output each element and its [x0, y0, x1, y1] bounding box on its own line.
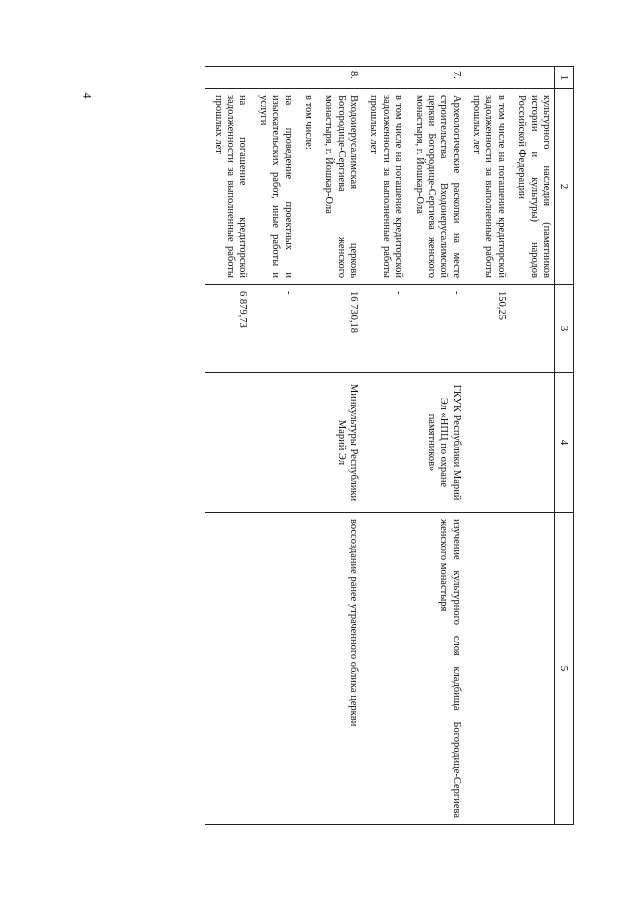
table-row: [316, 67, 361, 825]
row-amount: 6 879,73: [205, 285, 250, 373]
row-amount: -: [361, 285, 406, 373]
row-number: [509, 67, 555, 89]
table-row: [251, 67, 296, 825]
row-note: [205, 513, 250, 825]
table-row: [361, 67, 406, 825]
row-number: 7.: [406, 67, 464, 89]
row-amount: [296, 285, 316, 373]
header-cell-1: 1: [555, 67, 574, 89]
row-amount: 16 730,18: [316, 285, 361, 373]
row-number: 8.: [316, 67, 361, 89]
table-frame: [112, 66, 574, 824]
row-description: в том числе:: [296, 89, 316, 285]
row-organization: ГКУК Республики Марий Эл «НПЦ по охране памятников»: [406, 373, 464, 513]
row-description: в том числе на погашение кредиторской задолженности за выполненные работы прошлых лет: [361, 89, 406, 285]
document-table: [205, 66, 574, 825]
row-note: [361, 513, 406, 825]
row-note: [251, 513, 296, 825]
row-organization: [251, 373, 296, 513]
row-note: [509, 513, 555, 825]
row-note: [464, 513, 509, 825]
row-organization: Минкультуры Республики Марий Эл: [316, 373, 361, 513]
row-organization: [361, 373, 406, 513]
row-description: на погашение кредиторской задолженности за выполненные работы прошлых лет: [205, 89, 250, 285]
row-organization: [509, 373, 555, 513]
header-cell-2: 2: [555, 89, 574, 285]
row-description: на проведение проектных и изыскательских работ, иные работы и услуги: [251, 89, 296, 285]
header-cell-5: 5: [555, 513, 574, 825]
row-description: культурного наследия (памятников истории и культуры) народов Российской Федерации: [509, 89, 555, 285]
row-note: [296, 513, 316, 825]
row-organization: [205, 373, 250, 513]
row-description: в том числе на погашение кредиторской задолженности за выполненные работы прошлых лет: [464, 89, 509, 285]
table-row: [296, 67, 316, 825]
row-number: [251, 67, 296, 89]
row-number: [464, 67, 509, 89]
row-amount: -: [406, 285, 464, 373]
table-row: [406, 67, 464, 825]
row-number: [205, 67, 250, 89]
row-amount: 150,25: [464, 285, 509, 373]
table-row: [509, 67, 555, 825]
row-organization: [296, 373, 316, 513]
row-amount: -: [251, 285, 296, 373]
page-number: 4: [80, 92, 95, 99]
header-cell-4: 4: [555, 373, 574, 513]
header-row: [555, 67, 574, 825]
table-row: [205, 67, 250, 825]
row-number: [361, 67, 406, 89]
table-row: [464, 67, 509, 825]
row-number: [296, 67, 316, 89]
row-note: воссоздание ранее утраченного облика церкви: [316, 513, 361, 825]
header-cell-3: 3: [555, 285, 574, 373]
row-description: Археологические раскопки на месте строительства Входоиерусалимской церкви Богородице-Сергиева женского монастыря, г. Йошкар-Ола: [406, 89, 464, 285]
row-amount: [509, 285, 555, 373]
row-description: Входоиерусалимская церковь Богородице-Сергиева женского монастыря, г. Йошкар-Ола: [316, 89, 361, 285]
row-organization: [464, 373, 509, 513]
row-note: изучение культурного слоя кладбища Богородице-Сергиева женского монастыря: [406, 513, 464, 825]
